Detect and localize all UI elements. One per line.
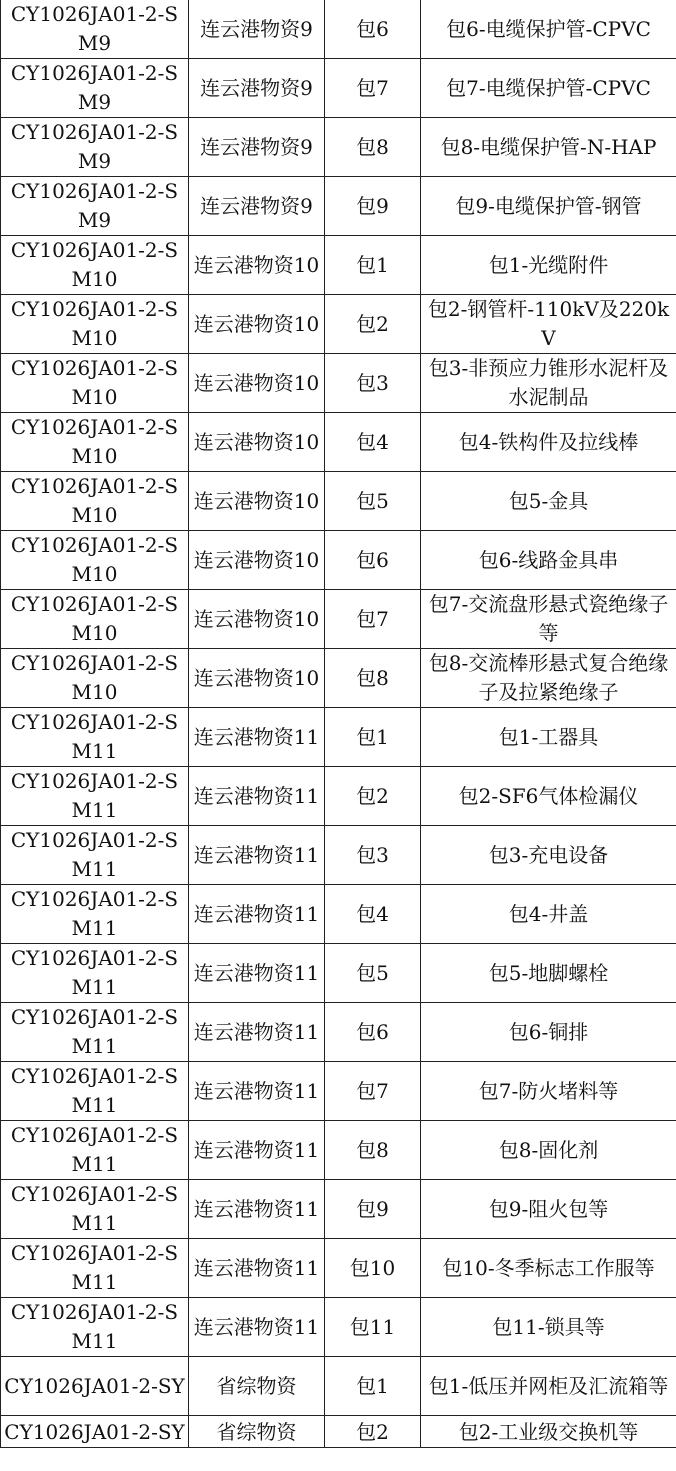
table-row [1, 649, 676, 708]
package-number-cell: 包6 [325, 1003, 421, 1062]
package-description-cell: 包11-锁具等 [421, 1298, 676, 1357]
package-number-cell: 包8 [325, 649, 421, 708]
package-number-cell: 包3 [325, 354, 421, 413]
table-row [1, 944, 676, 1003]
batch-code-cell: CY1026JA01-2-SM10 [1, 531, 189, 590]
table-row [1, 177, 676, 236]
table-row [1, 1416, 676, 1448]
table-row [1, 1298, 676, 1357]
org-name-cell: 连云港物资11 [189, 1121, 325, 1180]
org-name-cell: 连云港物资11 [189, 1003, 325, 1062]
package-number-cell: 包9 [325, 177, 421, 236]
org-name-cell: 连云港物资10 [189, 472, 325, 531]
package-description-cell: 包1-低压并网柜及汇流箱等 [421, 1357, 676, 1416]
package-description-cell: 包8-交流棒形悬式复合绝缘子及拉紧绝缘子 [421, 649, 676, 708]
package-number-cell: 包5 [325, 944, 421, 1003]
org-name-cell: 连云港物资11 [189, 767, 325, 826]
batch-code-cell: CY1026JA01-2-SM10 [1, 295, 189, 354]
package-number-cell: 包9 [325, 1180, 421, 1239]
package-number-cell: 包2 [325, 767, 421, 826]
package-number-cell: 包6 [325, 0, 421, 59]
package-number-cell: 包2 [325, 295, 421, 354]
package-description-cell: 包6-电缆保护管-CPVC [421, 0, 676, 59]
batch-code-cell: CY1026JA01-2-SM10 [1, 236, 189, 295]
package-number-cell: 包10 [325, 1239, 421, 1298]
org-name-cell: 连云港物资9 [189, 177, 325, 236]
batch-code-cell: CY1026JA01-2-SM11 [1, 1239, 189, 1298]
package-description-cell: 包4-井盖 [421, 885, 676, 944]
batch-code-cell: CY1026JA01-2-SM11 [1, 1121, 189, 1180]
package-number-cell: 包8 [325, 118, 421, 177]
package-description-cell: 包3-非预应力锥形水泥杆及水泥制品 [421, 354, 676, 413]
package-number-cell: 包1 [325, 708, 421, 767]
org-name-cell: 省综物资 [189, 1357, 325, 1416]
table-row [1, 1062, 676, 1121]
package-number-cell: 包4 [325, 413, 421, 472]
package-description-cell: 包6-铜排 [421, 1003, 676, 1062]
package-description-cell: 包2-钢管杆-110kV及220kV [421, 295, 676, 354]
table-row [1, 354, 676, 413]
batch-code-cell: CY1026JA01-2-SM10 [1, 472, 189, 531]
package-number-cell: 包3 [325, 826, 421, 885]
package-description-cell: 包2-SF6气体检漏仪 [421, 767, 676, 826]
org-name-cell: 连云港物资10 [189, 413, 325, 472]
package-number-cell: 包8 [325, 1121, 421, 1180]
package-number-cell: 包4 [325, 885, 421, 944]
package-description-cell: 包2-工业级交换机等 [421, 1416, 676, 1448]
table-row [1, 1003, 676, 1062]
table-row [1, 767, 676, 826]
table-row [1, 1239, 676, 1298]
package-number-cell: 包11 [325, 1298, 421, 1357]
package-description-cell: 包3-充电设备 [421, 826, 676, 885]
org-name-cell: 连云港物资11 [189, 944, 325, 1003]
table-row [1, 472, 676, 531]
package-description-cell: 包8-电缆保护管-N-HAP [421, 118, 676, 177]
package-number-cell: 包1 [325, 236, 421, 295]
batch-code-cell: CY1026JA01-2-SY [1, 1357, 189, 1416]
batch-code-cell: CY1026JA01-2-SM11 [1, 1298, 189, 1357]
package-description-cell: 包9-电缆保护管-钢管 [421, 177, 676, 236]
batch-code-cell: CY1026JA01-2-SM11 [1, 944, 189, 1003]
org-name-cell: 连云港物资10 [189, 236, 325, 295]
batch-code-cell: CY1026JA01-2-SM9 [1, 177, 189, 236]
batch-code-cell: CY1026JA01-2-SM11 [1, 885, 189, 944]
table-row [1, 1357, 676, 1416]
org-name-cell: 连云港物资10 [189, 531, 325, 590]
package-description-cell: 包5-金具 [421, 472, 676, 531]
org-name-cell: 连云港物资9 [189, 0, 325, 59]
batch-code-cell: CY1026JA01-2-SM11 [1, 1180, 189, 1239]
package-description-cell: 包6-线路金具串 [421, 531, 676, 590]
org-name-cell: 连云港物资11 [189, 1239, 325, 1298]
table-row [1, 826, 676, 885]
package-description-cell: 包9-阻火包等 [421, 1180, 676, 1239]
package-description-cell: 包8-固化剂 [421, 1121, 676, 1180]
batch-code-cell: CY1026JA01-2-SM10 [1, 413, 189, 472]
org-name-cell: 连云港物资10 [189, 649, 325, 708]
package-number-cell: 包5 [325, 472, 421, 531]
batch-code-cell: CY1026JA01-2-SM9 [1, 118, 189, 177]
package-description-cell: 包7-防火堵料等 [421, 1062, 676, 1121]
batch-code-cell: CY1026JA01-2-SM11 [1, 708, 189, 767]
batch-code-cell: CY1026JA01-2-SM10 [1, 649, 189, 708]
package-description-cell: 包5-地脚螺栓 [421, 944, 676, 1003]
table-row [1, 0, 676, 59]
package-number-cell: 包7 [325, 1062, 421, 1121]
package-description-cell: 包1-工器具 [421, 708, 676, 767]
table-row [1, 885, 676, 944]
batch-code-cell: CY1026JA01-2-SM11 [1, 767, 189, 826]
package-number-cell: 包1 [325, 1357, 421, 1416]
package-description-cell: 包7-交流盘形悬式瓷绝缘子等 [421, 590, 676, 649]
org-name-cell: 连云港物资11 [189, 885, 325, 944]
batch-code-cell: CY1026JA01-2-SM10 [1, 354, 189, 413]
table-row [1, 413, 676, 472]
package-number-cell: 包7 [325, 59, 421, 118]
package-number-cell: 包2 [325, 1416, 421, 1448]
table-row [1, 531, 676, 590]
org-name-cell: 省综物资 [189, 1416, 325, 1448]
table-row [1, 1180, 676, 1239]
batch-code-cell: CY1026JA01-2-SM9 [1, 59, 189, 118]
org-name-cell: 连云港物资11 [189, 1298, 325, 1357]
batch-code-cell: CY1026JA01-2-SY [1, 1416, 189, 1448]
table-row [1, 1121, 676, 1180]
batch-code-cell: CY1026JA01-2-SM10 [1, 590, 189, 649]
org-name-cell: 连云港物资11 [189, 826, 325, 885]
table-row [1, 590, 676, 649]
package-number-cell: 包6 [325, 531, 421, 590]
batch-code-cell: CY1026JA01-2-SM11 [1, 826, 189, 885]
org-name-cell: 连云港物资11 [189, 1180, 325, 1239]
table-row [1, 59, 676, 118]
package-number-cell: 包7 [325, 590, 421, 649]
table-row [1, 295, 676, 354]
package-description-cell: 包7-电缆保护管-CPVC [421, 59, 676, 118]
org-name-cell: 连云港物资10 [189, 590, 325, 649]
package-description-cell: 包10-冬季标志工作服等 [421, 1239, 676, 1298]
org-name-cell: 连云港物资9 [189, 118, 325, 177]
batch-code-cell: CY1026JA01-2-SM11 [1, 1003, 189, 1062]
org-name-cell: 连云港物资11 [189, 708, 325, 767]
batch-code-cell: CY1026JA01-2-SM9 [1, 0, 189, 59]
package-description-cell: 包1-光缆附件 [421, 236, 676, 295]
org-name-cell: 连云港物资10 [189, 295, 325, 354]
org-name-cell: 连云港物资9 [189, 59, 325, 118]
table-row [1, 236, 676, 295]
table-row [1, 118, 676, 177]
batch-code-cell: CY1026JA01-2-SM11 [1, 1062, 189, 1121]
table-row [1, 708, 676, 767]
org-name-cell: 连云港物资11 [189, 1062, 325, 1121]
org-name-cell: 连云港物资10 [189, 354, 325, 413]
package-description-cell: 包4-铁构件及拉线棒 [421, 413, 676, 472]
